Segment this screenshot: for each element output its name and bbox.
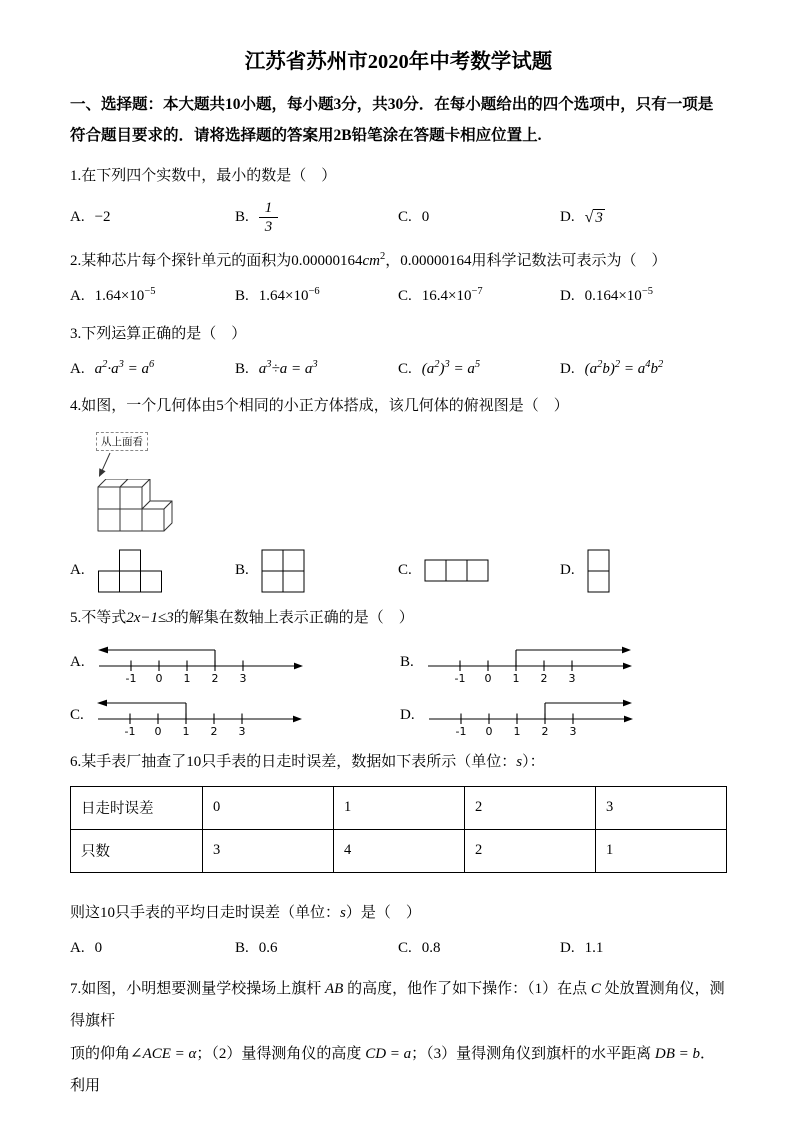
q6-option-c-label: C. (398, 939, 412, 956)
tick-label: 3 (239, 672, 247, 685)
q3-option-d-label: D. (560, 360, 575, 377)
q1-option-d-label: D. (560, 209, 575, 226)
q4-option-a-figure (97, 549, 162, 593)
q5-numberline-b (424, 640, 636, 684)
q4-options (70, 549, 727, 593)
question-1 (70, 164, 727, 236)
q2-option-b-value: $1.64\times 10^{-6}$ (258, 286, 320, 305)
q4-option-d-label: D. (560, 562, 575, 579)
q7-text-line-1: 7.如图，小明想要测量学校操场上旗杆 AB 的高度，他作了如下操作：（1）在点 C 处放置测角仪，测得旗杆 (70, 981, 725, 1030)
tick-label: 0 (484, 672, 492, 685)
q3-option-c-expression: $(a^2)^3 = a^5$ (421, 358, 481, 377)
tick-label: -1 (124, 725, 136, 738)
q6-follow-text: 则这10只手表的平均日走时误差（单位：s）是（ ） (70, 904, 421, 921)
q5-options-row-1 (70, 640, 727, 684)
tick-label: -1 (454, 672, 466, 685)
cube-solid-figure (90, 479, 176, 535)
q3-option-c (398, 357, 560, 381)
q1-option-a-label: A. (70, 209, 85, 226)
fraction-numerator: 1 (259, 200, 279, 219)
tick-label: -1 (125, 672, 137, 685)
q4-option-d (560, 549, 727, 593)
q5-option-b-label: B. (400, 653, 414, 670)
q6-option-c (398, 936, 560, 960)
tick-label: 2 (210, 725, 218, 738)
tick-label: 1 (512, 672, 520, 685)
tick-label: 0 (154, 725, 162, 738)
q2-option-a (70, 285, 235, 309)
table-cell: 4 (334, 829, 465, 872)
q3-option-c-label: C. (398, 360, 412, 377)
q6-option-b-label: B. (235, 939, 249, 956)
table-cell: 2 (465, 786, 596, 829)
tick-label: 2 (540, 672, 548, 685)
q3-stem: 3.下列运算正确的是（ ） (70, 325, 247, 342)
q1-option-a (70, 206, 235, 230)
tick-label: 2 (211, 672, 219, 685)
q5-option-c-label: C. (70, 706, 84, 723)
q6-option-b-value: 0.6 (258, 939, 278, 956)
table-cell: 日走时误差 (71, 786, 203, 829)
q2-option-c (398, 285, 560, 309)
q4-option-a (70, 549, 235, 593)
q6-option-a (70, 936, 235, 960)
question-3 (70, 322, 727, 382)
view-direction-label: 从上面看 (96, 432, 148, 451)
q3-option-b-label: B. (235, 360, 249, 377)
question-5 (70, 606, 727, 738)
q5-option-c (70, 693, 400, 737)
page-title: 江苏省苏州市2020年中考数学试题 (244, 51, 553, 73)
q2-stem: 2.某种芯片每个探针单元的面积为$0.00000164cm^2$，0.00000164用科学记数法可表示为（ ） (70, 251, 667, 270)
q6-option-b (235, 936, 398, 960)
q4-option-c-figure (424, 559, 489, 582)
q3-option-a-expression: $a^2\cdot a^3 = a^6$ (94, 358, 155, 377)
q2-options (70, 285, 727, 309)
question-7 (70, 973, 727, 1102)
q1-option-c-label: C. (398, 209, 412, 226)
q3-option-d-expression: $(a^2b)^2 = a^4b^2$ (584, 358, 664, 377)
q2-option-d-label: D. (560, 288, 575, 305)
solution-ray (516, 647, 631, 666)
q4-option-a-label: A. (70, 562, 85, 579)
q4-stem: 4.如图，一个几何体由5个相同的小正方体搭成，该几何体的俯视图是（ ） (70, 398, 569, 415)
tick-label: 1 (513, 725, 521, 738)
q5-options-row-2 (70, 693, 727, 737)
number-axis (429, 714, 633, 738)
q5-option-a (70, 640, 400, 684)
radicand: 3 (595, 209, 603, 226)
table-cell: 1 (334, 786, 465, 829)
q4-option-b-label: B. (235, 562, 249, 579)
q1-option-d-value (585, 209, 605, 227)
q5-numberline-a (95, 640, 307, 684)
q4-option-d-figure (587, 549, 610, 593)
q6-data-table (70, 786, 727, 873)
radical-sign: √ (584, 208, 594, 226)
table-cell: 0 (203, 786, 334, 829)
q5-numberline-d (425, 693, 637, 737)
q1-option-a-value: −2 (94, 209, 111, 226)
tick-label: 0 (485, 725, 493, 738)
question-2 (70, 249, 727, 309)
cube-faces (98, 479, 172, 531)
q1-option-b-label: B. (235, 209, 249, 226)
section-instructions: 一、选择题：本大题共10小题，每小题3分，共30分．在每小题给出的四个选项中，只有一项是符合题目要求的．请将选择题的答案用2B铅笔涂在答题卡相应位置上. (70, 96, 714, 144)
tick-label: 3 (238, 725, 246, 738)
tick-label: 3 (569, 725, 577, 738)
q1-stem: 1.在下列四个实数中，最小的数是（ ） (70, 168, 337, 184)
q1-option-d (560, 206, 727, 230)
q5-option-b (400, 640, 727, 684)
q5-numberline-c (94, 693, 306, 737)
q6-option-d-label: D. (560, 939, 575, 956)
q2-option-d (560, 285, 727, 309)
q4-option-c (398, 559, 560, 582)
q1-option-c-value: 0 (421, 209, 430, 226)
q6-option-d (560, 936, 727, 960)
q7-text-line-2: 顶的仰角∠ACE = α；（2）量得测角仪的高度 CD = a；（3）量得测角仪到旗杆的水平距离 DB = b．利用 (70, 1045, 716, 1094)
number-axis (99, 661, 303, 685)
question-6 (70, 750, 727, 960)
q2-option-b-label: B. (235, 288, 249, 305)
question-4 (70, 394, 727, 593)
q6-option-c-value: 0.8 (421, 939, 441, 956)
q5-option-d-label: D. (400, 706, 415, 723)
tick-label: 2 (541, 725, 549, 738)
view-direction-arrow (94, 452, 120, 478)
q6-stem: 6.某手表厂抽查了10只手表的日走时误差，数据如下表所示（单位：s）： (70, 754, 545, 771)
tick-label: -1 (455, 725, 467, 738)
table-row (71, 829, 727, 872)
q1-option-b (235, 200, 398, 237)
tick-label: 1 (183, 672, 191, 685)
table-row (71, 786, 727, 829)
q2-option-d-value: $0.164\times 10^{-5}$ (584, 286, 653, 305)
q2-option-c-value: $16.4\times 10^{-7}$ (421, 286, 483, 305)
q4-figure (90, 432, 727, 535)
q1-options (70, 200, 727, 237)
number-axis (428, 661, 632, 685)
q4-option-c-label: C. (398, 562, 412, 579)
solution-ray (97, 700, 186, 719)
q2-option-c-label: C. (398, 288, 412, 305)
table-cell: 1 (596, 829, 727, 872)
q5-option-d (400, 693, 727, 737)
q2-option-b (235, 285, 398, 309)
q3-option-d (560, 357, 727, 381)
solution-ray (545, 700, 632, 719)
q4-option-b (235, 549, 398, 593)
tick-label: 1 (182, 725, 190, 738)
q4-option-b-figure (261, 549, 305, 593)
q1-option-b-fraction (259, 200, 279, 237)
solution-ray (98, 647, 215, 666)
q6-option-a-value: 0 (94, 939, 103, 956)
tick-label: 3 (568, 672, 576, 685)
q6-option-d-value: 1.1 (584, 939, 604, 956)
q5-option-a-label: A. (70, 653, 85, 670)
table-cell: 2 (465, 829, 596, 872)
table-cell: 3 (203, 829, 334, 872)
number-axis (98, 714, 302, 738)
q6-option-a-label: A. (70, 939, 85, 956)
q3-option-b (235, 357, 398, 381)
q2-option-a-label: A. (70, 288, 85, 305)
q3-option-a (70, 357, 235, 381)
q3-option-a-label: A. (70, 360, 85, 377)
table-cell: 3 (596, 786, 727, 829)
q6-options (70, 936, 727, 960)
q1-option-c (398, 206, 560, 230)
tick-label: 0 (155, 672, 163, 685)
table-cell: 只数 (71, 829, 203, 872)
q3-option-b-expression: $a^3\div a = a^3$ (258, 358, 318, 377)
q5-stem: 5.不等式2x−1≤3的解集在数轴上表示正确的是（ ） (70, 609, 414, 626)
q2-option-a-value: $1.64\times 10^{-5}$ (94, 286, 156, 305)
q3-options (70, 357, 727, 381)
fraction-denominator: 3 (264, 219, 273, 236)
